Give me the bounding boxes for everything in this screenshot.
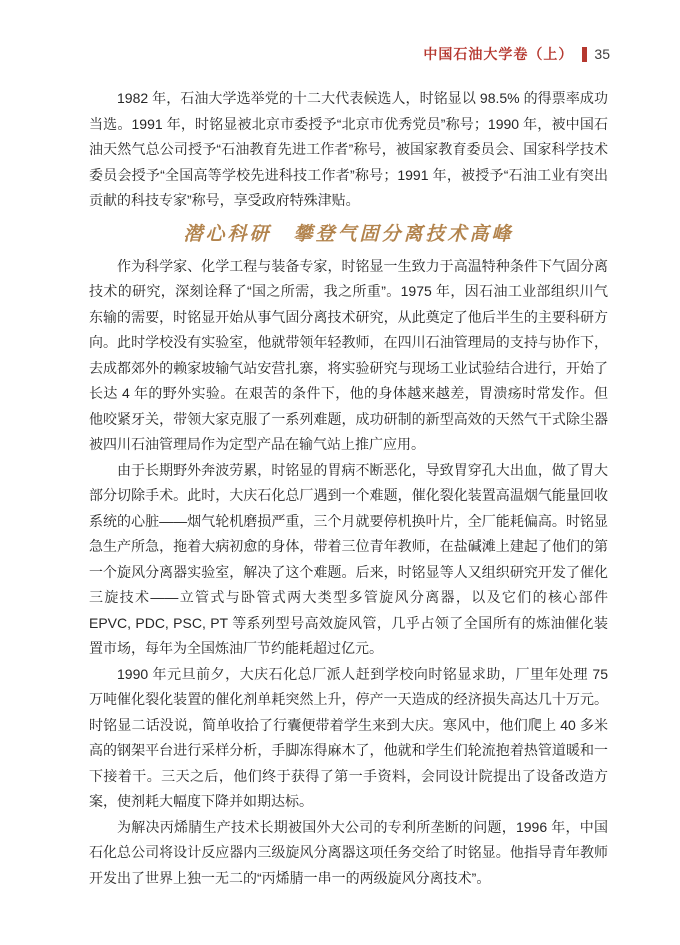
section-heading: 潜心科研 攀登气固分离技术高峰 [183,222,514,245]
page-number: 35 [594,46,610,62]
page-body [89,86,608,891]
header-divider-bar [582,47,587,62]
paragraph-1990-rescue: 1990 年元旦前夕，大庆石化总厂派人赶到学校向时铭显求助，厂里年处理 75 万吨催化裂化装置的催化剂单耗突然上升，停产一天造成的经济损失高达几十万元。时铭显二话没说，简单收拾了行囊便带着学生来到大庆。寒风中，他们爬上 40 多米高的钢架平台进行采样分析，手脚冻得麻木了，他就和学生们轮流抱着热管道暖和一下接着干。三天之后，他们终于获得了第一手资料，会同设计院提出了设备改造方案，使剂耗大幅度下降并如期达标。 [89,665,608,809]
paragraph-acrylonitrile: 为解决丙烯腈生产技术长期被国外大公司的专利所垄断的问题，1996 年，中国石化总公司将设计反应器内三级旋风分离器这项任务交给了时铭显。他指导青年教师开发出了世界上独一无二的“丙烯腈一串一的两级旋风分离技术”。 [89,818,608,886]
running-head [423,44,610,64]
paragraph-awards: 1982 年，石油大学选举党的十二大代表候选人，时铭显以 98.5% 的得票率成功当选。1991 年，时铭显被北京市委授予“北京市优秀党员”称号；1990 年，被中国石油天然气总公司授予“石油教育先进工作者”称号，被国家教育委员会、国家科学技术委员会授予“全国高等学校先进科技工作者”称号；1991 年，被授予“石油工业有突出贡献的科技专家”称号，享受政府特殊津贴。 [89,90,608,208]
paragraph-research-start: 作为科学家、化学工程与装备专家，时铭显一生致力于高温特种条件下气固分离技术的研究，深刻诠释了“国之所需，我之所重”。1975 年，因石油工业部组织川气东输的需要，时铭显开始从事气固分离技术研究，从此奠定了他后半生的主要科研方向。此时学校没有实验室，他就带领年轻教师，在四川石油管理局的支持与协作下，去成都郊外的赖家坡输气站安营扎寨，将实验研究与现场工业试验结合进行，开始了长达 4 年的野外实验。在艰苦的条件下，他的身体越来越差，胃溃疡时常发作。但他咬紧牙关，带领大家克服了一系列难题，成功研制的新型高效的天然气干式除尘器被四川石油管理局作为定型产品在输气站上推广应用。 [89,257,608,452]
running-head-title: 中国石油大学卷（上） [423,46,574,62]
paragraph-daqing-cyclone: 由于长期野外奔波劳累，时铭显的胃病不断恶化，导致胃穿孔大出血，做了胃大部分切除手术。此时，大庆石化总厂遇到一个难题，催化裂化装置高温烟气能量回收系统的心脏——烟气轮机磨损严重，三个月就要停机换叶片，全厂能耗偏高。时铭显急生产所急，拖着大病初愈的身体，带着三位青年教师，在盐碱滩上建起了他们的第一个旋风分离器实验室，解决了这个难题。后来，时铭显等人又组织研究开发了催化三旋技术——立管式与卧管式两大类型多管旋风分离器，以及它们的核心部件 EPVC, PDC, PSC, PT 等系列型号高效旋风管，几乎占领了全国所有的炼油催化装置市场，每年为全国炼油厂节约能耗超过亿元。 [89,461,608,656]
